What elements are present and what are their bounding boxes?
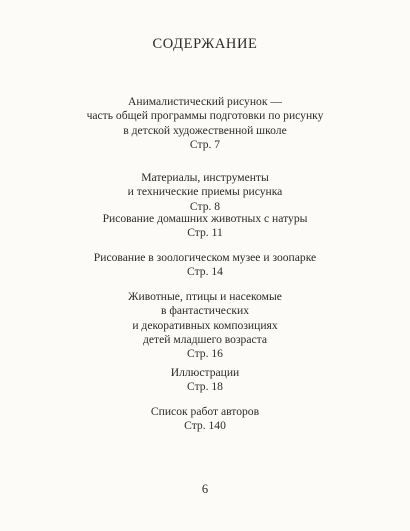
- toc-entry-materials: [0, 171, 410, 214]
- toc-entry-museum-zoo: [0, 251, 410, 280]
- toc-entry-domestic-animals: [0, 212, 410, 241]
- toc-entry-line: Список работ авторов: [150, 405, 260, 418]
- toc-entry-line: и декоративных композициях: [132, 318, 278, 332]
- toc-page-ref: Стр. 140: [184, 419, 226, 433]
- toc-entry-line: в детской художественной школе: [123, 123, 287, 137]
- toc-page-ref: Стр. 7: [189, 137, 221, 151]
- toc-page-ref: Стр. 11: [187, 226, 223, 240]
- toc-entry-illustrations: [0, 366, 410, 395]
- toc-entry-line: Рисование в зоологическом музее и зоопарке: [93, 251, 317, 264]
- toc-entry-line: Анималистический рисунок —: [128, 95, 282, 108]
- toc-entry-line: в фантастических: [160, 304, 250, 318]
- toc-page-ref: Стр. 14: [187, 265, 223, 279]
- toc-entry-line: Животные, птицы и насекомые: [128, 290, 282, 303]
- toc-entry-animal-drawing: [0, 95, 410, 152]
- toc-entry-line: Материалы, инструменты: [141, 171, 269, 184]
- toc-page-ref: Стр. 16: [187, 347, 223, 361]
- toc-entry-works-list: [0, 405, 410, 434]
- toc-page-ref: Стр. 18: [187, 380, 223, 394]
- toc-entry-line: часть общей программы подготовки по рисунку: [86, 109, 324, 123]
- toc-entry-line: детей младшего возраста: [143, 332, 267, 346]
- toc-entry-line: Иллюстрации: [170, 366, 240, 379]
- contents-heading: СОДЕРЖАНИЕ: [152, 36, 258, 52]
- toc-entry-line: Рисование домашних животных с натуры: [102, 212, 308, 225]
- toc-entry-fantastic-compositions: [0, 290, 410, 361]
- toc-entry-line: и технические приемы рисунка: [127, 185, 283, 199]
- toc-page-ref: Стр. 8: [189, 199, 221, 213]
- page-number: 6: [201, 482, 209, 496]
